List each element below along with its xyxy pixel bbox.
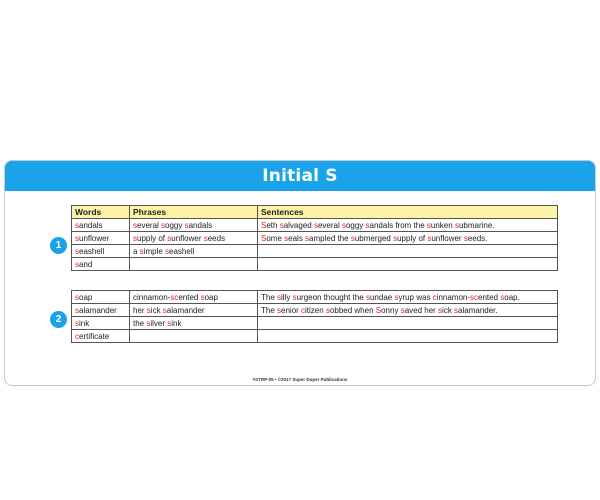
- highlighted-letter: s: [75, 305, 79, 315]
- cell-text: imple: [143, 246, 166, 256]
- sentence-cell: [258, 245, 558, 258]
- highlighted-letter: s: [292, 292, 297, 302]
- word-cell: [72, 317, 130, 330]
- highlighted-letter: s: [75, 318, 79, 328]
- highlighted-letter: S: [261, 233, 267, 243]
- phrase-cell: [130, 317, 258, 330]
- highlighted-letter: s: [365, 220, 370, 230]
- word-table-2: [71, 290, 558, 343]
- cell-text: The: [261, 305, 278, 315]
- highlighted-letter: s: [133, 233, 137, 243]
- cell-text: unflower: [171, 233, 204, 243]
- cell-text: andals: [188, 220, 213, 230]
- highlighted-letter: s: [165, 246, 170, 256]
- phrase-cell: [130, 330, 258, 343]
- header-phrases: Phrases: [130, 206, 258, 219]
- phrase-cell: [130, 245, 258, 258]
- cell-text: alamander: [79, 305, 117, 315]
- cell-text: ick: [150, 305, 163, 315]
- cell-text: oap: [204, 292, 218, 302]
- table-row: [72, 291, 558, 304]
- highlighted-letter: s: [167, 318, 172, 328]
- highlighted-letter: s: [394, 292, 399, 302]
- cell-text: eeds: [207, 233, 226, 243]
- highlighted-letter: s: [75, 233, 79, 243]
- cell-text: yrup was: [398, 292, 433, 302]
- table-row: [72, 219, 558, 232]
- highlighted-letter: s: [313, 220, 318, 230]
- highlighted-letter: c: [75, 331, 79, 341]
- section-1-badge: 1: [50, 237, 67, 254]
- highlighted-letter: s: [341, 220, 346, 230]
- cell-text: eeds.: [467, 233, 488, 243]
- sentence-cell: [258, 330, 558, 343]
- highlighted-letter: s: [365, 292, 370, 302]
- cell-text: ink: [171, 318, 182, 328]
- section-2: [71, 290, 557, 343]
- cell-text: ertificate: [79, 331, 110, 341]
- word-cell: [72, 304, 130, 317]
- cell-text: eth: [266, 220, 280, 230]
- cell-text: oggy: [165, 220, 185, 230]
- highlighted-letter: s: [438, 305, 443, 315]
- cell-text: innamon-: [436, 292, 471, 302]
- word-cell: [72, 258, 130, 271]
- highlighted-letter: s: [146, 305, 151, 315]
- cell-text: the: [133, 318, 147, 328]
- highlighted-letter: s: [350, 233, 355, 243]
- cell-text: itizen: [305, 305, 326, 315]
- cell-text: eashell: [169, 246, 195, 256]
- cell-text: ented: [178, 292, 201, 302]
- cell-text: oap: [79, 292, 93, 302]
- cell-text: aved her: [404, 305, 439, 315]
- table-header-row: [72, 206, 558, 219]
- cell-text: The: [261, 292, 278, 302]
- sentence-cell: [258, 304, 558, 317]
- cell-text: alamander: [166, 305, 205, 315]
- cell-text: alvaged: [283, 220, 314, 230]
- sentence-cell: [258, 219, 558, 232]
- highlighted-letter: s: [427, 233, 432, 243]
- cell-text: oap.: [504, 292, 520, 302]
- cell-text: unflower: [79, 233, 110, 243]
- cell-text: eashell: [79, 246, 105, 256]
- sentence-cell: [258, 232, 558, 245]
- highlighted-letter: s: [277, 292, 282, 302]
- worksheet-card: [4, 160, 596, 386]
- cell-text: undae: [369, 292, 395, 302]
- cell-text: oggy: [345, 220, 366, 230]
- sentence-cell: [258, 258, 558, 271]
- cell-text: upply of: [397, 233, 428, 243]
- phrase-cell: [130, 232, 258, 245]
- highlighted-letter: s: [284, 233, 289, 243]
- highlighted-letter: sc: [170, 292, 179, 302]
- cell-text: ome: [266, 233, 285, 243]
- sentence-cell: [258, 317, 558, 330]
- cell-text: eals: [288, 233, 306, 243]
- highlighted-letter: s: [75, 246, 79, 256]
- section-1: [71, 205, 557, 271]
- cell-text: alamander.: [458, 305, 498, 315]
- highlighted-letter: c: [432, 292, 437, 302]
- highlighted-letter: s: [167, 233, 172, 243]
- word-cell: [72, 232, 130, 245]
- cell-text: ick: [442, 305, 455, 315]
- table-row: [72, 245, 558, 258]
- cell-text: everal: [317, 220, 342, 230]
- highlighted-letter: S: [375, 305, 382, 315]
- highlighted-letter: s: [146, 318, 151, 328]
- cell-text: upply of: [137, 233, 168, 243]
- phrase-cell: [130, 304, 258, 317]
- word-cell: [72, 245, 130, 258]
- cell-text: obbed when: [329, 305, 376, 315]
- cell-text: ilver: [150, 318, 168, 328]
- highlighted-letter: s: [279, 220, 284, 230]
- header-words: Words: [72, 206, 130, 219]
- highlighted-letter: s: [139, 246, 144, 256]
- word-table-1: [71, 205, 558, 271]
- highlighted-letter: s: [454, 305, 459, 315]
- cell-text: everal: [137, 220, 162, 230]
- cell-text: a: [133, 246, 140, 256]
- highlighted-letter: s: [305, 233, 310, 243]
- phrase-cell: [130, 219, 258, 232]
- header-sentences: Sentences: [258, 206, 558, 219]
- table-row: [72, 330, 558, 343]
- highlighted-letter: s: [133, 220, 137, 230]
- table-row: [72, 258, 558, 271]
- cell-text: andals from the: [369, 220, 427, 230]
- highlighted-letter: c: [301, 305, 306, 315]
- highlighted-letter: s: [75, 220, 79, 230]
- cell-text: andals: [79, 220, 103, 230]
- phrase-cell: [130, 258, 258, 271]
- cell-text: ubmarine.: [458, 220, 495, 230]
- highlighted-letter: S: [261, 220, 267, 230]
- cell-text: ampled the: [309, 233, 351, 243]
- highlighted-letter: s: [200, 292, 205, 302]
- cell-text: cinnamon-: [133, 292, 171, 302]
- table-row: [72, 232, 558, 245]
- highlighted-letter: s: [161, 220, 166, 230]
- sentence-cell: [258, 291, 558, 304]
- cell-text: and: [79, 259, 93, 269]
- section-2-badge: 2: [50, 311, 67, 328]
- footer-copyright: #STRP-05 • ©2017 Super Duper Publications: [252, 377, 348, 382]
- cell-text: unflower: [431, 233, 464, 243]
- highlighted-letter: s: [454, 220, 459, 230]
- word-cell: [72, 219, 130, 232]
- table-row: [72, 304, 558, 317]
- highlighted-letter: s: [426, 220, 431, 230]
- cell-text: onny: [381, 305, 401, 315]
- highlighted-letter: s: [325, 305, 330, 315]
- highlighted-letter: s: [277, 305, 282, 315]
- highlighted-letter: s: [75, 259, 79, 269]
- cell-text: unken: [430, 220, 455, 230]
- cell-text: ented: [478, 292, 501, 302]
- cell-text: her: [133, 305, 147, 315]
- highlighted-letter: s: [400, 305, 405, 315]
- cell-text: ink: [79, 318, 90, 328]
- highlighted-letter: s: [203, 233, 208, 243]
- page-title: Initial S: [5, 161, 595, 191]
- cell-text: urgeon thought the: [296, 292, 366, 302]
- highlighted-letter: s: [75, 292, 79, 302]
- table-row: [72, 317, 558, 330]
- highlighted-letter: s: [463, 233, 468, 243]
- highlighted-letter: s: [393, 233, 398, 243]
- phrase-cell: [130, 291, 258, 304]
- word-cell: [72, 330, 130, 343]
- word-cell: [72, 291, 130, 304]
- cell-text: illy: [281, 292, 293, 302]
- highlighted-letter: s: [500, 292, 505, 302]
- cell-text: enior: [281, 305, 302, 315]
- highlighted-letter: s: [162, 305, 167, 315]
- cell-text: ubmerged: [354, 233, 394, 243]
- highlighted-letter: sc: [470, 292, 479, 302]
- highlighted-letter: s: [184, 220, 189, 230]
